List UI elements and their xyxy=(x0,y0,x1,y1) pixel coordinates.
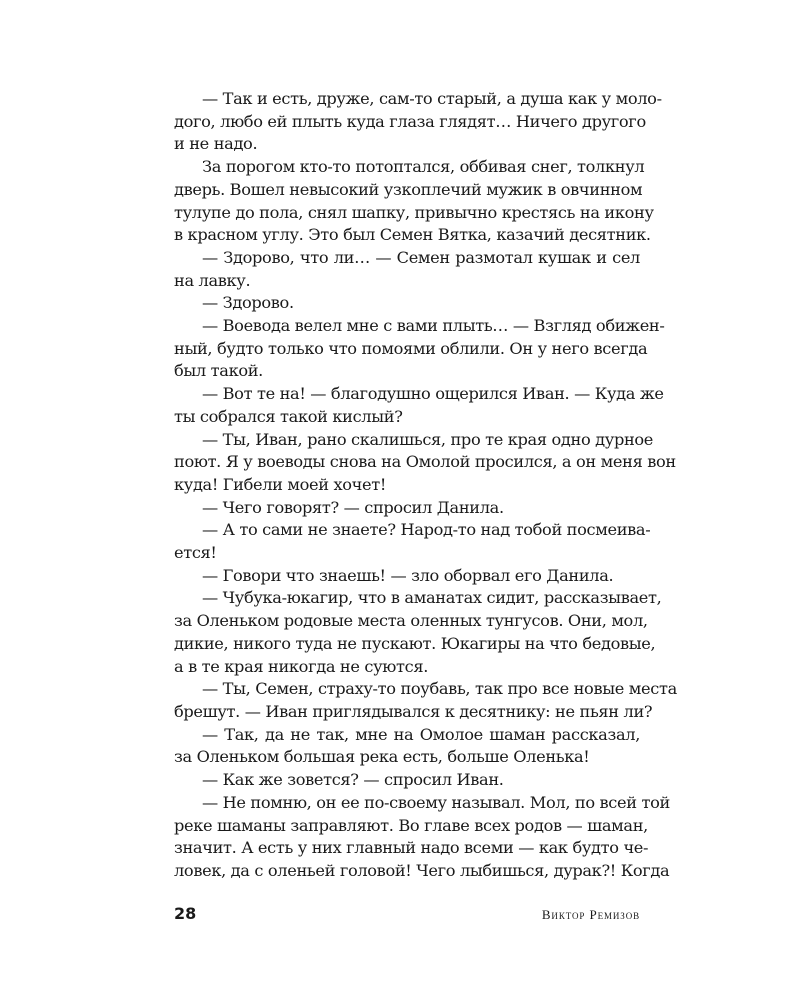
paragraph xyxy=(174,247,640,292)
paragraph xyxy=(174,769,640,792)
text-line: — Воевода велел мне с вами плыть… — Взгляд обижен- xyxy=(202,316,665,336)
text-line: а в те края никогда не суются. xyxy=(174,656,428,676)
paragraph xyxy=(174,792,670,883)
text-line: за Оленьком большая река есть, больше Оленька! xyxy=(174,747,590,767)
text-line: дого, любо ей плыть куда глаза глядят… Ничего другого xyxy=(174,111,646,131)
paragraph xyxy=(174,724,640,769)
text-line: поют. Я у воеводы снова на Омолой просился, а он меня вон xyxy=(174,452,676,472)
paragraph xyxy=(174,156,654,247)
text-line: на лавку. xyxy=(174,270,251,290)
text-line: и не надо. xyxy=(174,134,258,154)
paragraph xyxy=(174,429,676,497)
paragraph xyxy=(174,88,662,156)
text-line: — Так, да не так, мне на Омолое шаман рассказал, xyxy=(202,724,640,744)
text-line: — Чего говорят? — спросил Данила. xyxy=(202,497,504,517)
paragraph xyxy=(174,497,640,520)
text-line: брешут. — Иван приглядывался к десятнику: не пьян ли? xyxy=(174,701,653,721)
text-line: — Здорово, что ли… — Семен размотал кушак и сел xyxy=(202,247,640,267)
text-line: значит. А есть у них главный надо всеми — как будто че- xyxy=(174,838,649,858)
text-line: ется! xyxy=(174,543,217,563)
text-line: дверь. Вошел невысокий узкоплечий мужик в овчинном xyxy=(174,179,643,199)
text-line: — Говори что знаешь! — зло оборвал его Данила. xyxy=(202,565,614,585)
page-body-text xyxy=(174,88,677,883)
text-line: — Здорово. xyxy=(202,293,294,313)
text-line: реке шаманы заправляют. Во главе всех родов — шаман, xyxy=(174,815,648,835)
text-line: — Чубука-юкагир, что в аманатах сидит, рассказывает, xyxy=(202,588,662,608)
text-line: за Оленьком родовые места оленных тунгусов. Они, мол, xyxy=(174,611,648,631)
page-number: 28 xyxy=(174,904,197,923)
paragraph xyxy=(174,587,662,678)
paragraph xyxy=(174,292,640,315)
paragraph xyxy=(174,678,677,723)
text-line: — Как же зовется? — спросил Иван. xyxy=(202,770,504,790)
text-line: — Ты, Иван, рано скалишься, про те края одно дурное xyxy=(202,429,654,449)
text-line: За порогом кто-то потоптался, оббивая снег, толкнул xyxy=(202,157,645,177)
text-line: в красном углу. Это был Семен Вятка, казачий десятник. xyxy=(174,225,651,245)
running-head-author: Виктор Ремизов xyxy=(541,907,640,922)
text-line: — Ты, Семен, страху-то поубавь, так про все новые места xyxy=(202,679,677,699)
paragraph xyxy=(174,565,640,588)
text-line: куда! Гибели моей хочет! xyxy=(174,474,387,494)
text-line: — А то сами не знаете? Народ-то над тобой посмеива- xyxy=(202,520,651,540)
text-line: — Так и есть, друже, сам-то старый, а душа как у моло- xyxy=(202,89,662,108)
paragraph xyxy=(174,315,665,383)
page-footer xyxy=(174,904,640,923)
text-line: — Не помню, он ее по-своему называл. Мол, по всей той xyxy=(202,792,670,812)
text-line: был такой. xyxy=(174,361,263,381)
text-line: ты собрался такой кислый? xyxy=(174,406,403,426)
paragraph xyxy=(174,519,651,564)
text-line: ловек, да с оленьей головой! Чего лыбишься, дурак?! Когда xyxy=(174,860,670,880)
text-line: — Вот те на! — благодушно ощерился Иван. — Куда же xyxy=(202,384,664,404)
paragraph xyxy=(174,383,664,428)
text-line: ный, будто только что помоями облили. Он у него всегда xyxy=(174,338,648,358)
text-line: дикие, никого туда не пускают. Юкагиры на что бедовые, xyxy=(174,633,656,653)
text-line: тулупе до пола, снял шапку, привычно крестясь на икону xyxy=(174,202,654,222)
